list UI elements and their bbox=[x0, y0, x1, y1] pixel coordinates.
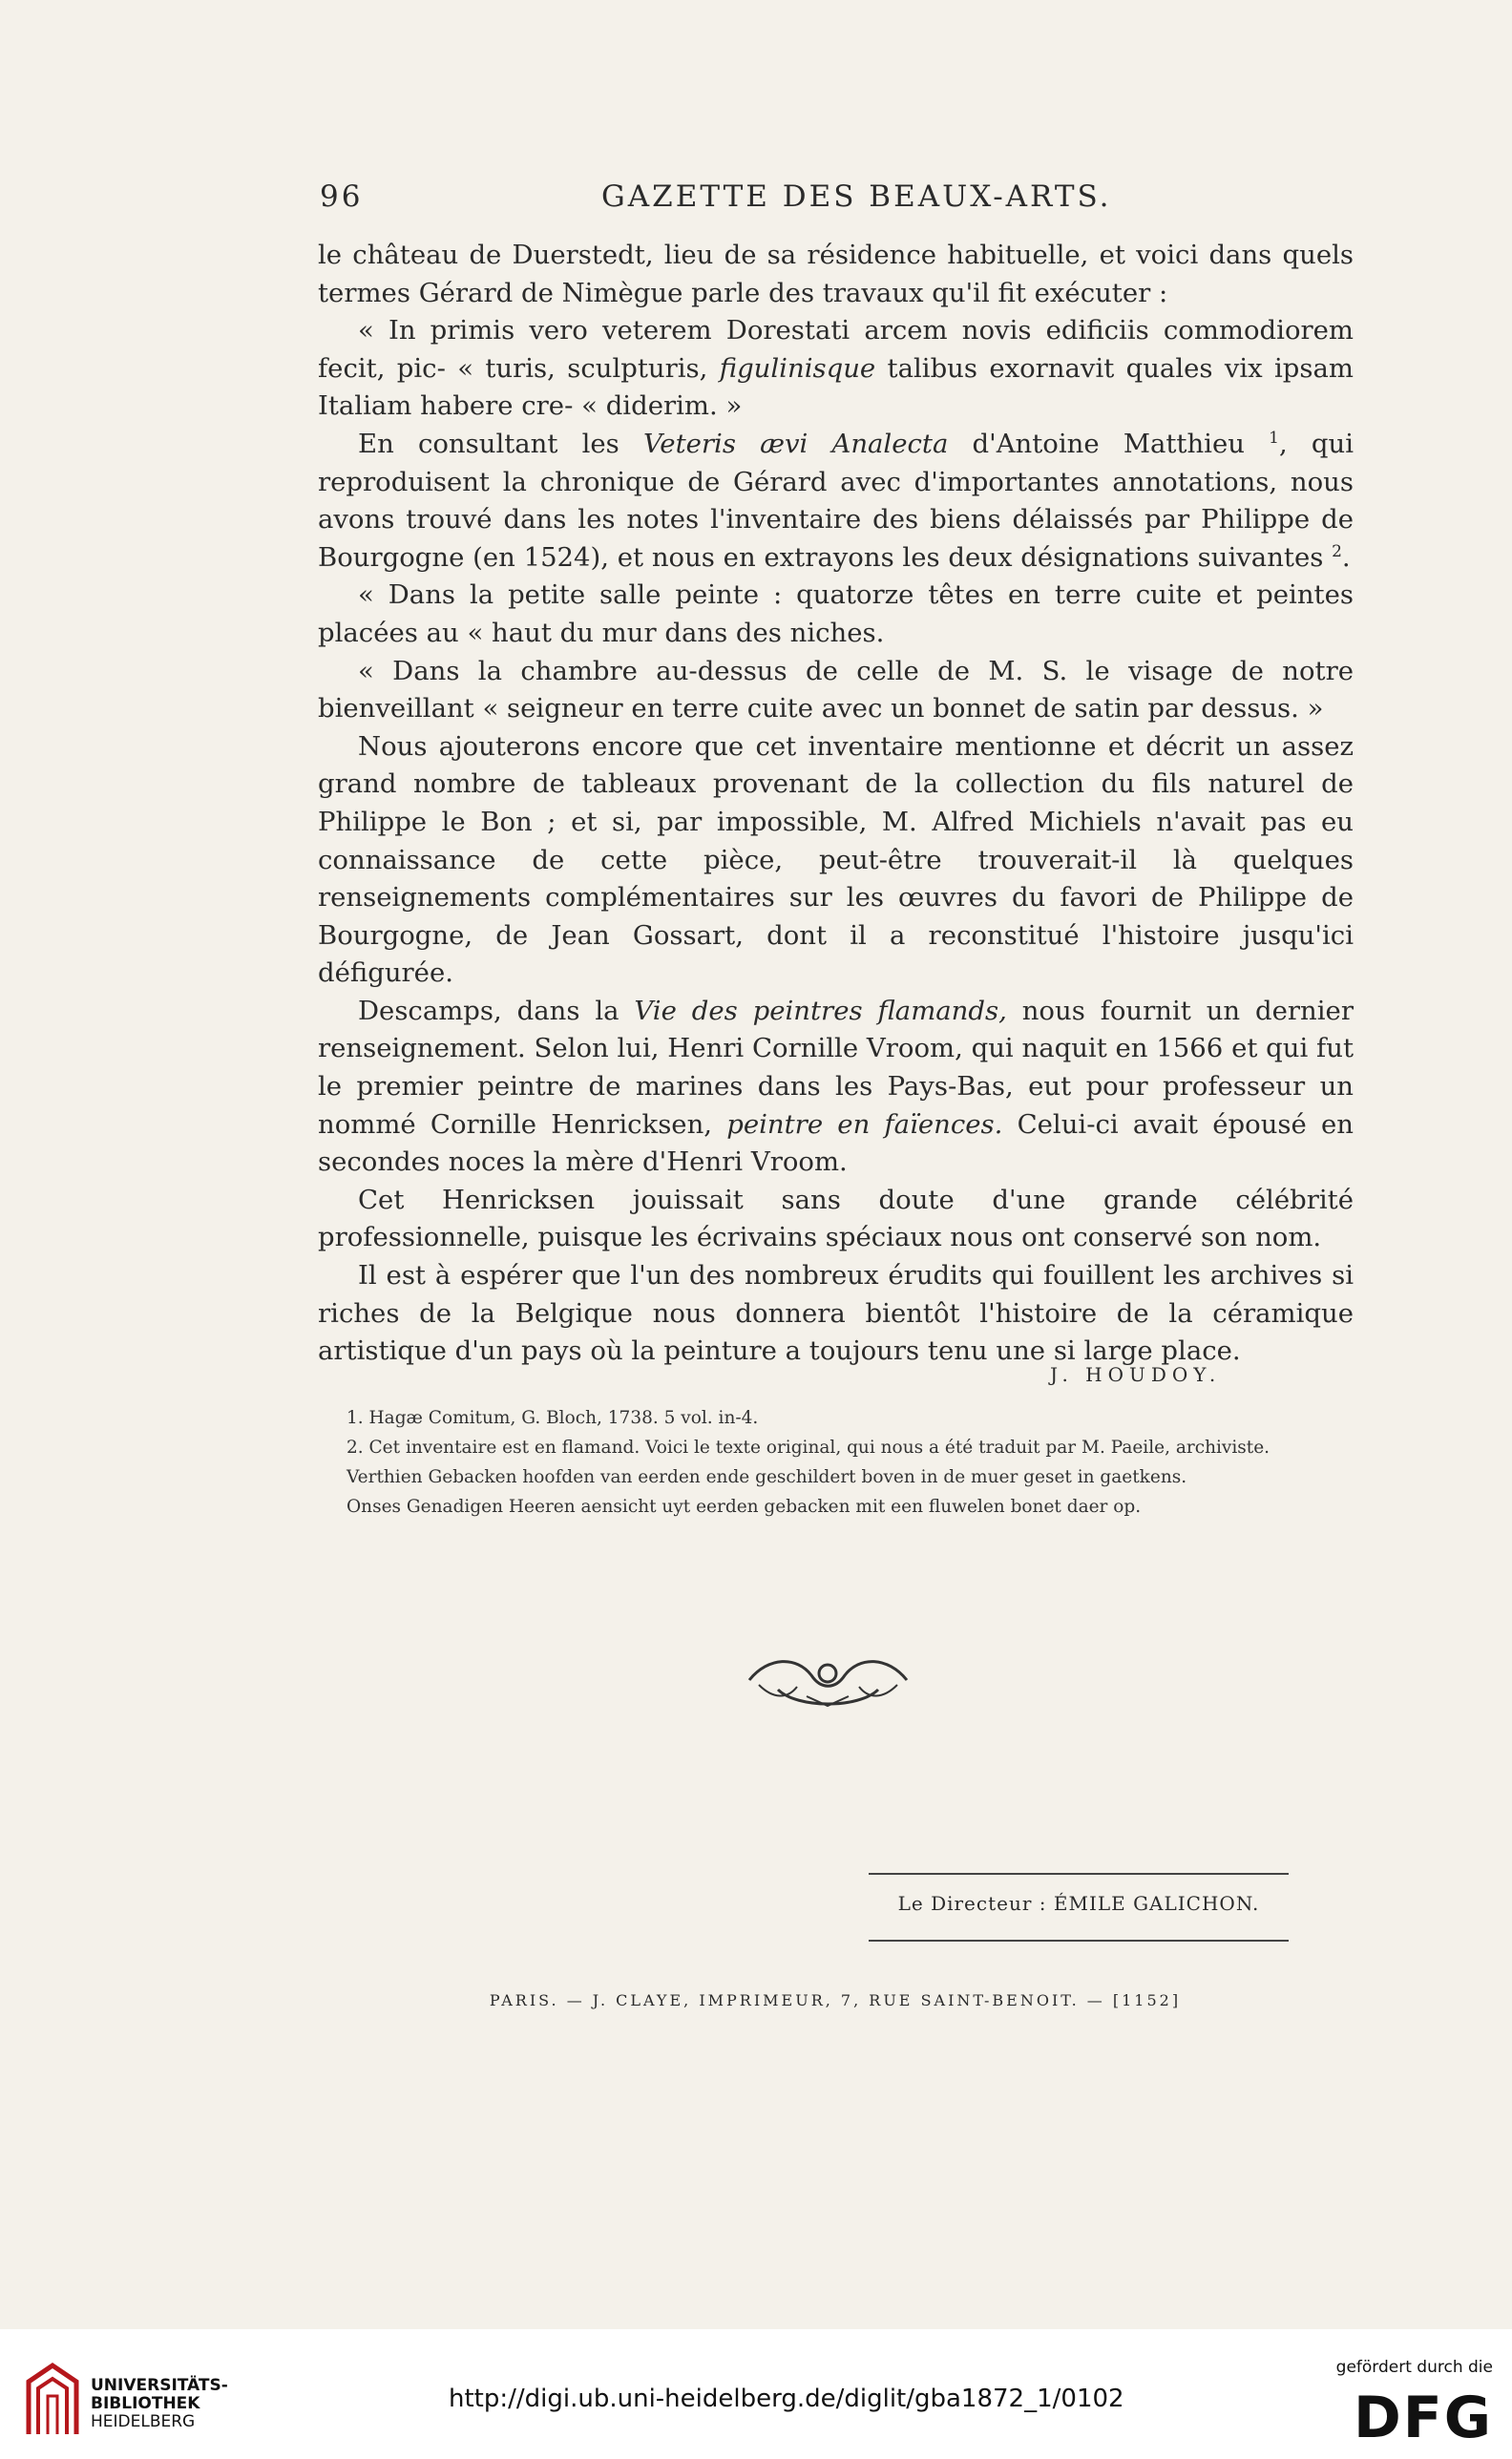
printer-imprint: PARIS. — J. CLAYE, IMPRIMEUR, 7, RUE SAINT-BENOIT. — [1152] bbox=[489, 1991, 1182, 2009]
director-line: Le Directeur : ÉMILE GALICHON. bbox=[897, 1892, 1260, 1915]
footnotes bbox=[318, 1403, 1354, 1522]
ornament-icon bbox=[740, 1647, 916, 1713]
paragraph: Cet Henricksen jouissait sans doute d'une grande célébrité professionnelle, puisque les écrivains spéciaux nous ont conservé son nom. bbox=[318, 1184, 1354, 1253]
paragraph: En consultant les Veteris ævi Analecta d'Antoine Matthieu $^1$, qui reproduisent la chronique de Gérard avec d'importantes annotations, nous avons trouvé dans les notes l'inventaire des biens délaissés par Philippe de Bourgogne (en 1524), et nous en extrayons les deux désignations suivantes $^2$. bbox=[318, 428, 1354, 573]
library-logo-icon bbox=[19, 2358, 86, 2444]
digitization-footer bbox=[0, 2329, 1512, 2459]
journal-title: GAZETTE DES BEAUX-ARTS. bbox=[601, 179, 1112, 214]
footnote-ref: 1 bbox=[1269, 428, 1279, 448]
quote: « Dans la petite salle peinte : quatorze têtes en terre cuite et peintes placées au « haut du mur dans des niches. bbox=[318, 579, 1354, 648]
divider bbox=[869, 1940, 1289, 1942]
latin-quote: « In primis vero veterem Dorestati arcem novis edificiis commodiorem fecit, pic- « turis, sculpturis, figulinisque talibus exornavit quales vix ipsam Italiam habere cre- « diderim. » bbox=[318, 315, 1354, 422]
footnote-dutch-text: Verthien Gebacken hoofden van eerden ende geschildert boven in de muer geset in gaetkens. bbox=[346, 1467, 1187, 1487]
article-body bbox=[318, 237, 1354, 1371]
library-name: UNIVERSITÄTS- BIBLIOTHEK HEIDELBERG bbox=[91, 2376, 228, 2431]
footnote-ref: 2 bbox=[1332, 541, 1342, 561]
dfg-logo: DFG bbox=[1353, 2385, 1493, 2451]
divider bbox=[869, 1873, 1289, 1875]
paragraph: Nous ajouterons encore que cet inventaire mentionne et décrit un assez grand nombre de tableaux provenant de la collection du fils naturel de Philippe le Bon ; et si, par impossible, M. Alfred Michiels n'avait pas eu connaissance de cette pièce, peut-être trouverait-il là quelques renseignements complémentaires sur les œuvres du favori de Philippe de Bourgogne, de Jean Gossart, dont il a reconstitué l'histoire jusqu'ici défigurée. bbox=[318, 730, 1354, 989]
footnote-dutch-text: Onses Genadigen Heeren aensicht uyt eerden gebacken mit een fluwelen bonet daer op. bbox=[346, 1497, 1142, 1517]
page-number: 96 bbox=[320, 179, 364, 214]
footnote: 2. Cet inventaire est en flamand. Voici le texte original, qui nous a été traduit par M. Paeile, archiviste. bbox=[346, 1438, 1270, 1458]
paragraph: le château de Duerstedt, lieu de sa résidence habituelle, et voici dans quels termes Gérard de Nimègue parle des travaux qu'il fit exécuter : bbox=[318, 240, 1354, 308]
author-signature: J. HOUDOY. bbox=[1050, 1363, 1222, 1386]
footnote: 1. Hagæ Comitum, G. Bloch, 1738. 5 vol. in-4. bbox=[346, 1408, 759, 1428]
paragraph: Descamps, dans la Vie des peintres flamands, nous fournit un dernier renseignement. Selon lui, Henri Cornille Vroom, qui naquit en 1566 et qui fut le premier peintre de marines dans les Pays-Bas, eut pour professeur un nommé Cornille Henricksen, peintre en faïences. Celui-ci avait épousé en secondes noces la mère d'Henri Vroom. bbox=[318, 995, 1354, 1178]
quote: « Dans la chambre au-dessus de celle de M. S. le visage de notre bienveillant « seigneur en terre cuite avec un bonnet de satin par dessus. » bbox=[318, 655, 1354, 725]
source-url-link[interactable]: http://digi.ub.uni-heidelberg.de/diglit/gba1872_1/0102 bbox=[449, 2385, 1124, 2413]
paragraph: Il est à espérer que l'un des nombreux érudits qui fouillent les archives si riches de la Belgique nous donnera bientôt l'histoire de la céramique artistique d'un pays où la peinture a toujours tenu une si large place. bbox=[318, 1260, 1354, 1367]
funding-label: gefördert durch die bbox=[1335, 2358, 1493, 2377]
